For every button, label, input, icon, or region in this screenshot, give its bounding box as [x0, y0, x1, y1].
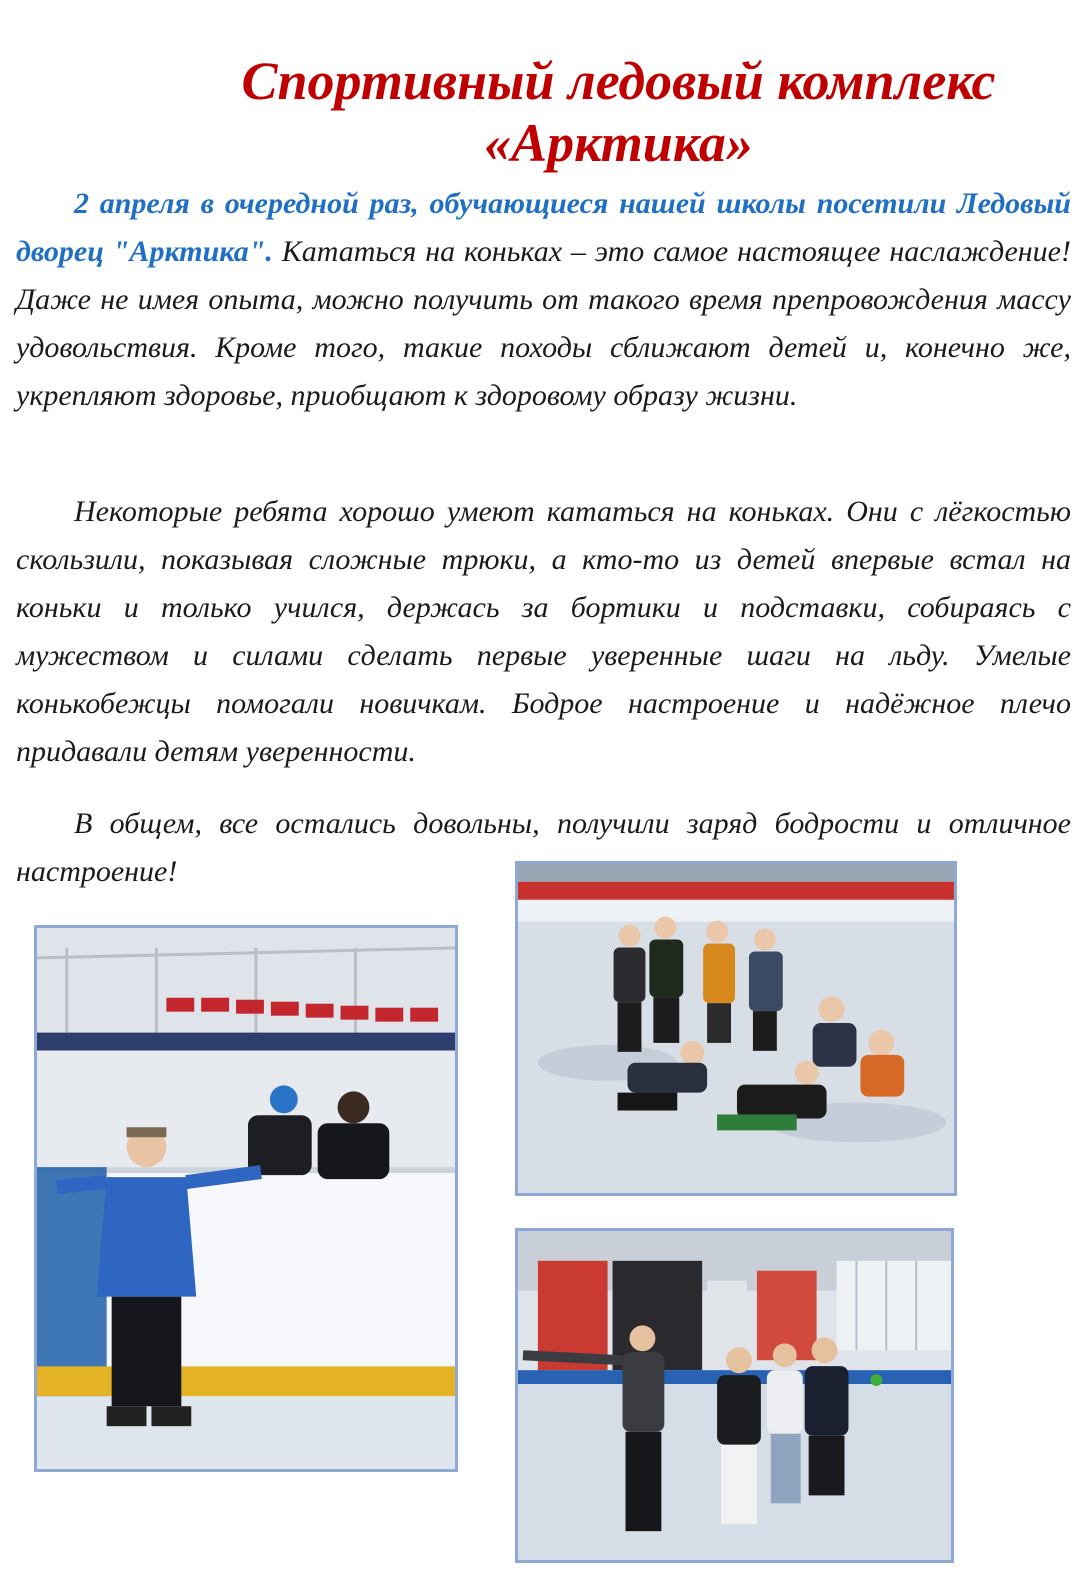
title-line-2: «Арктика» — [484, 113, 753, 174]
paragraph-3: В общем, все остались довольны, получили заряд бодрости и отличное настроение! — [16, 807, 1071, 888]
title-line-1: Спортивный ледовый комплекс — [241, 51, 996, 112]
paragraph-1 — [16, 180, 1071, 420]
paragraph-2: Некоторые ребята хорошо умеют кататься на коньках. Они с лёгкостью скользили, показывая сложные трюки, а кто-то из детей впервые встал на коньки и только учился, держась за бортики и подставки, собираясь с мужеством и силами сделать первые уверенные шаги на льду. Умелые конькобежцы помогали новичкам. Бодрое настроение и надёжное плечо придавали детям уверенности. — [16, 495, 1071, 768]
photo-teens-skating — [515, 1228, 954, 1563]
photo-group-on-ice — [515, 861, 957, 1196]
page-title — [0, 50, 1087, 174]
paragraph-1-highlight: 2 апреля в очередной раз, обучающиеся нашей школы посетили Ледовый дворец "Арктика". — [16, 187, 1071, 268]
photo-teens-skating-image — [518, 1231, 951, 1560]
photo-group-on-ice-image — [518, 864, 954, 1193]
photo-kids-at-barrier-image — [37, 928, 455, 1469]
paragraph-1-rest: Кататься на коньках – это самое настоящее наслаждение! Даже не имея опыта, можно получить от такого время препровождения массу удовольствия. Кроме того, такие походы сближают детей и, конечно же, укрепляют здоровье, приобщают к здоровому образу жизни. — [16, 235, 1071, 412]
photo-kids-at-barrier — [34, 925, 458, 1472]
